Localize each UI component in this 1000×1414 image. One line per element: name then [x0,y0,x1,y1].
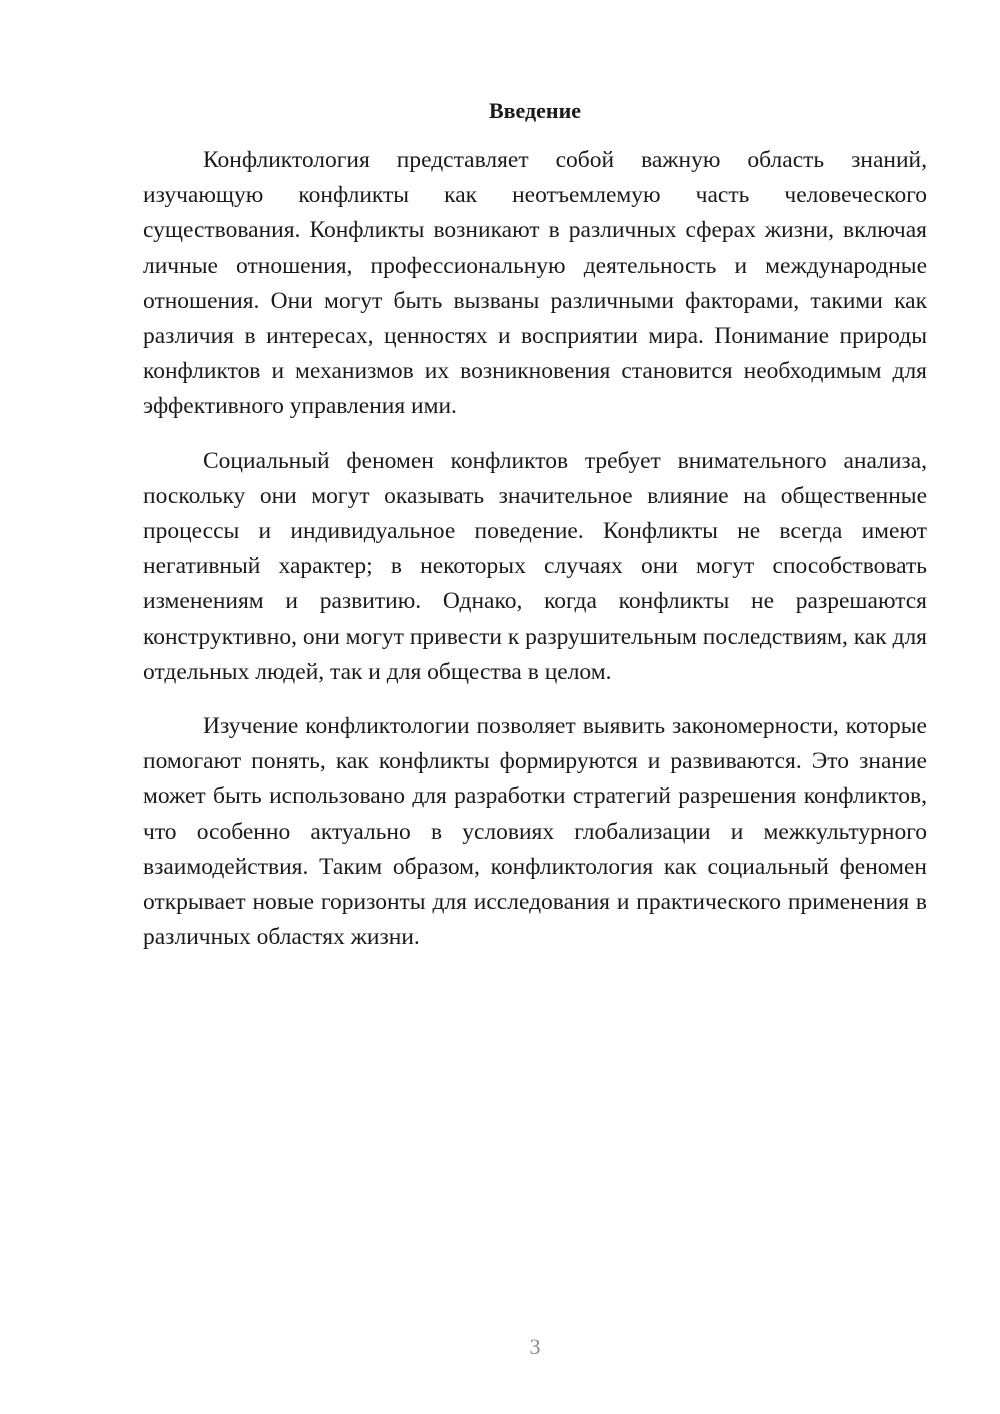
page-number: 3 [529,1334,541,1359]
paragraph-3: Изучение конфликтологии позволяет выявить закономерности, которые помогают понять, как конфликты формируются и развиваются. Это знание может быть использовано для разработки стратегий разрешения конфликтов, что особенно актуально в условиях глобализации и межкультурного взаимодействия. Таким образом, конфликтология как социальный феномен открывает новые горизонты для исследования и практического применения в различных областях жизни. [143,713,927,951]
paragraph-1: Конфликтология представляет собой важную область знаний, изучающую конфликты как неотъемлемую часть человеческого существования. Конфликты возникают в различных сферах жизни, включая личные отношения, профессиональную деятельность и международные отношения. Они могут быть вызваны различными факторами, такими как различия в интересах, ценностях и восприятии мира. Понимание природы конфликтов и механизмов их возникновения становится необходимым для эффективного управления ими. [143,147,927,420]
section-heading: Введение [488,98,582,123]
paragraph-2: Социальный феномен конфликтов требует внимательного анализа, поскольку они могут оказывать значительное влияние на общественные процессы и индивидуальное поведение. Конфликты не всегда имеют негативный характер; в некоторых случаях они могут способствовать изменениям и развитию. Однако, когда конфликты не разрешаются конструктивно, они могут привести к разрушительным последствиям, как для отдельных людей, так и для общества в целом. [143,447,927,685]
body-text [143,143,927,974]
